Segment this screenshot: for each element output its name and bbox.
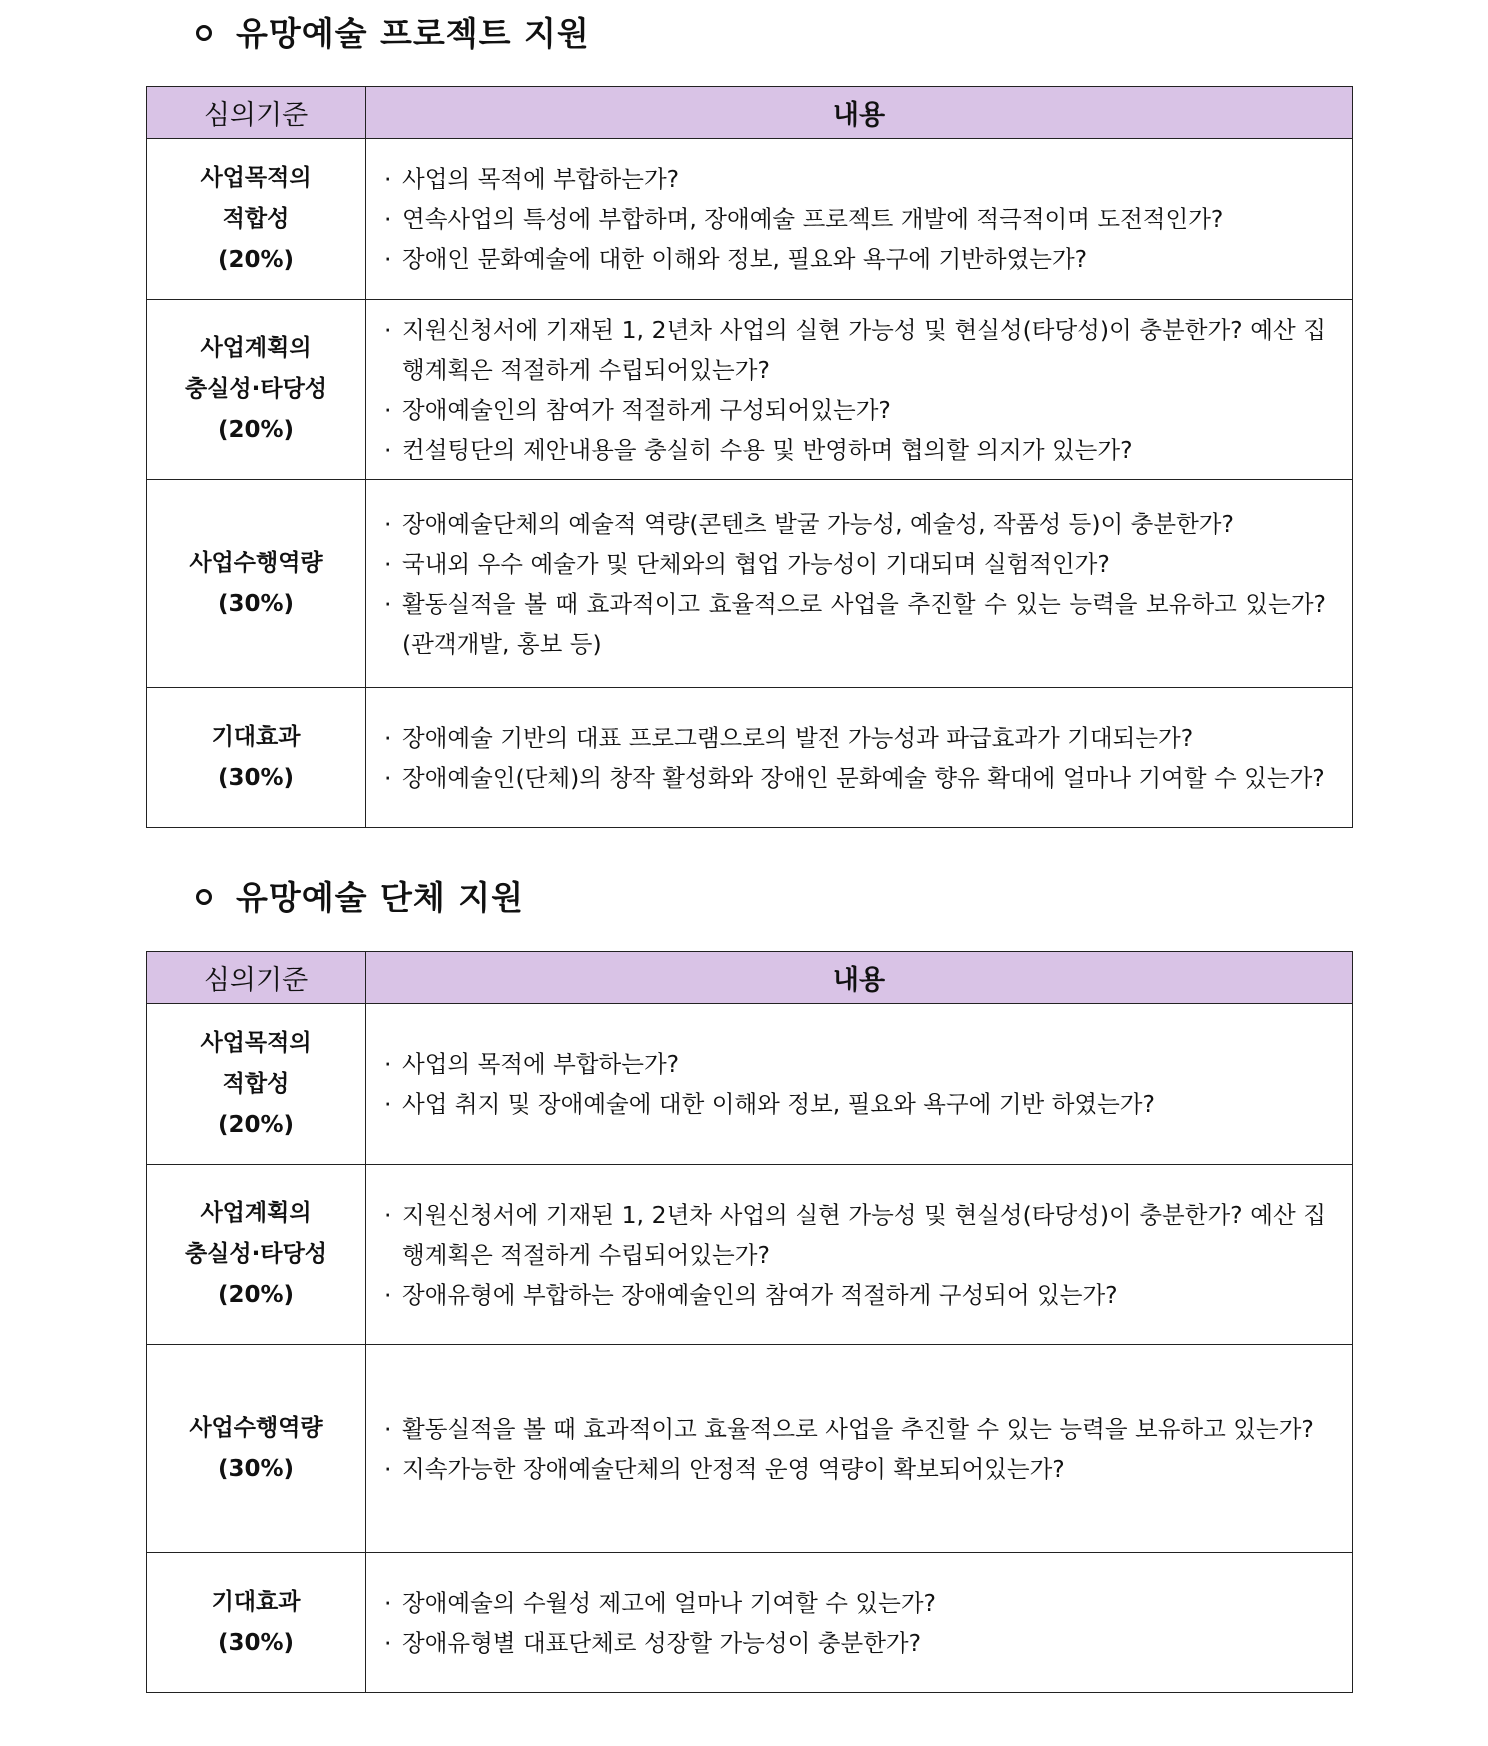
- list-item: [384, 1195, 1326, 1275]
- list-item-text: 장애예술의 수월성 제고에 얼마나 기여할 수 있는가?: [402, 1588, 937, 1617]
- criteria-table-organization: [146, 951, 1353, 1693]
- middle-dot-bullet-icon: ·: [384, 1588, 392, 1617]
- middle-dot-bullet-icon: ·: [384, 205, 392, 233]
- header-content: 내용: [366, 952, 1353, 1004]
- circle-bullet-icon: [196, 25, 212, 41]
- content-cell: [366, 1345, 1353, 1553]
- criteria-label: (20%): [217, 417, 295, 443]
- list-item: [384, 504, 1326, 544]
- middle-dot-bullet-icon: ·: [384, 435, 392, 464]
- middle-dot-bullet-icon: ·: [384, 763, 392, 792]
- list-item: [384, 159, 1326, 199]
- middle-dot-bullet-icon: ·: [384, 395, 392, 424]
- criteria-table-project: [146, 86, 1353, 828]
- criteria-cell: [147, 139, 366, 300]
- list-item-text: 장애예술단체의 예술적 역량(콘텐츠 발굴 가능성, 예술성, 작품성 등)이 충분한가?: [402, 509, 1234, 538]
- header-criteria: 심의기준: [147, 952, 366, 1004]
- criteria-label: (20%): [217, 246, 295, 273]
- list-item: [384, 199, 1326, 239]
- list-item-text: 연속사업의 특성에 부합하며, 장애예술 프로젝트 개발에 적극적이며 도전적인가?: [402, 205, 1224, 233]
- list-item-text: 장애예술 기반의 대표 프로그램으로의 발전 가능성과 파급효과가 기대되는가?: [402, 723, 1194, 752]
- middle-dot-bullet-icon: ·: [384, 1200, 392, 1229]
- list-item-text: 장애유형별 대표단체로 성장할 가능성이 충분한가?: [402, 1628, 922, 1657]
- middle-dot-bullet-icon: ·: [384, 549, 392, 578]
- criteria-cell: [147, 1004, 366, 1165]
- criteria-cell: [147, 1345, 366, 1553]
- list-item-text: 사업의 목적에 부합하는가?: [402, 165, 680, 193]
- list-item-text: 지속가능한 장애예술단체의 안정적 운영 역량이 확보되어있는가?: [402, 1454, 1065, 1483]
- table-row: [147, 1004, 1353, 1165]
- list-item-text: 지원신청서에 기재된 1, 2년차 사업의 실현 가능성 및 현실성(타당성)이 충분한가? 예산 집행계획은 적절하게 수립되어있는가?: [402, 1200, 1326, 1269]
- header-criteria: 심의기준: [147, 87, 366, 139]
- criteria-label: 사업수행역량: [189, 1414, 323, 1441]
- list-item: [384, 1044, 1326, 1084]
- table-row: [147, 1553, 1353, 1693]
- table-row: [147, 300, 1353, 480]
- list-item: [384, 430, 1326, 470]
- criteria-label: 사업수행역량: [189, 549, 323, 576]
- table-row: [147, 139, 1353, 300]
- middle-dot-bullet-icon: ·: [384, 1050, 392, 1078]
- header-content: 내용: [366, 87, 1353, 139]
- criteria-label: (20%): [217, 1111, 295, 1138]
- criteria-label: 사업계획의: [200, 335, 312, 361]
- table-row: [147, 1345, 1353, 1553]
- criteria-label: 충실성·타당성: [184, 1241, 328, 1267]
- list-item-text: 활동실적을 볼 때 효과적이고 효율적으로 사업을 추진할 수 있는 능력을 보유하고 있는가? (관객개발, 홍보 등): [402, 589, 1326, 658]
- list-item-text: 사업 취지 및 장애예술에 대한 이해와 정보, 필요와 욕구에 기반 하였는가?: [402, 1090, 1155, 1118]
- list-item: [384, 584, 1326, 664]
- section-title-project: [196, 14, 590, 54]
- middle-dot-bullet-icon: ·: [384, 509, 392, 538]
- middle-dot-bullet-icon: ·: [384, 1414, 392, 1443]
- list-item-text: 국내외 우수 예술가 및 단체와의 협업 가능성이 기대되며 실험적인가?: [402, 549, 1110, 578]
- middle-dot-bullet-icon: ·: [384, 165, 392, 193]
- list-item-text: 지원신청서에 기재된 1, 2년차 사업의 실현 가능성 및 현실성(타당성)이 충분한가? 예산 집행계획은 적절하게 수립되어있는가?: [402, 315, 1326, 384]
- criteria-label: (30%): [217, 1455, 295, 1482]
- middle-dot-bullet-icon: ·: [384, 1280, 392, 1309]
- middle-dot-bullet-icon: ·: [384, 245, 392, 273]
- criteria-label: 기대효과: [211, 1588, 301, 1615]
- list-item-text: 장애유형에 부합하는 장애예술인의 참여가 적절하게 구성되어 있는가?: [402, 1280, 1118, 1309]
- criteria-label: 적합성: [222, 1070, 290, 1097]
- criteria-label: (20%): [217, 1282, 295, 1308]
- criteria-cell: [147, 1165, 366, 1345]
- middle-dot-bullet-icon: ·: [384, 1090, 392, 1118]
- circle-bullet-icon: [196, 889, 212, 905]
- content-cell: [366, 1165, 1353, 1345]
- content-cell: [366, 1004, 1353, 1165]
- criteria-label: (30%): [217, 1629, 295, 1656]
- list-item-text: 장애예술인의 참여가 적절하게 구성되어있는가?: [402, 395, 891, 424]
- section-title-text: 유망예술 프로젝트 지원: [236, 14, 590, 53]
- middle-dot-bullet-icon: ·: [384, 315, 392, 344]
- criteria-label: 사업계획의: [200, 1200, 312, 1226]
- content-cell: [366, 480, 1353, 688]
- list-item-text: 사업의 목적에 부합하는가?: [402, 1050, 680, 1078]
- criteria-cell: [147, 1553, 366, 1693]
- list-item: [384, 1084, 1326, 1124]
- section-title-organization: [196, 878, 524, 918]
- criteria-cell: [147, 300, 366, 480]
- list-item: [384, 758, 1326, 798]
- content-cell: [366, 688, 1353, 828]
- content-cell: [366, 300, 1353, 480]
- list-item-text: 장애예술인(단체)의 창작 활성화와 장애인 문화예술 향유 확대에 얼마나 기여할 수 있는가?: [402, 763, 1325, 792]
- criteria-label: 사업목적의: [200, 164, 312, 191]
- list-item-text: 장애인 문화예술에 대한 이해와 정보, 필요와 욕구에 기반하였는가?: [402, 245, 1088, 273]
- table-header-row: [147, 87, 1353, 139]
- list-item: [384, 239, 1326, 279]
- content-cell: [366, 1553, 1353, 1693]
- criteria-label: 충실성·타당성: [184, 376, 328, 402]
- criteria-cell: [147, 688, 366, 828]
- criteria-label: 기대효과: [211, 723, 301, 750]
- table-header-row: [147, 952, 1353, 1004]
- list-item: [384, 390, 1326, 430]
- list-item-text: 활동실적을 볼 때 효과적이고 효율적으로 사업을 추진할 수 있는 능력을 보유하고 있는가?: [402, 1414, 1314, 1443]
- table-row: [147, 1165, 1353, 1345]
- table-row: [147, 480, 1353, 688]
- list-item: [384, 1275, 1326, 1315]
- list-item: [384, 1623, 1326, 1663]
- criteria-label: 적합성: [222, 205, 290, 232]
- content-cell: [366, 139, 1353, 300]
- criteria-label: 사업목적의: [200, 1029, 312, 1056]
- middle-dot-bullet-icon: ·: [384, 723, 392, 752]
- list-item: [384, 1449, 1326, 1489]
- criteria-cell: [147, 480, 366, 688]
- list-item: [384, 310, 1326, 390]
- list-item: [384, 718, 1326, 758]
- table-row: [147, 688, 1353, 828]
- list-item: [384, 1409, 1326, 1449]
- list-item-text: 컨설팅단의 제안내용을 충실히 수용 및 반영하며 협의할 의지가 있는가?: [402, 435, 1133, 464]
- section-title-text: 유망예술 단체 지원: [236, 878, 525, 917]
- middle-dot-bullet-icon: ·: [384, 589, 392, 618]
- criteria-label: (30%): [217, 590, 295, 617]
- criteria-label: (30%): [217, 764, 295, 791]
- list-item: [384, 1583, 1326, 1623]
- middle-dot-bullet-icon: ·: [384, 1628, 392, 1657]
- list-item: [384, 544, 1326, 584]
- middle-dot-bullet-icon: ·: [384, 1454, 392, 1483]
